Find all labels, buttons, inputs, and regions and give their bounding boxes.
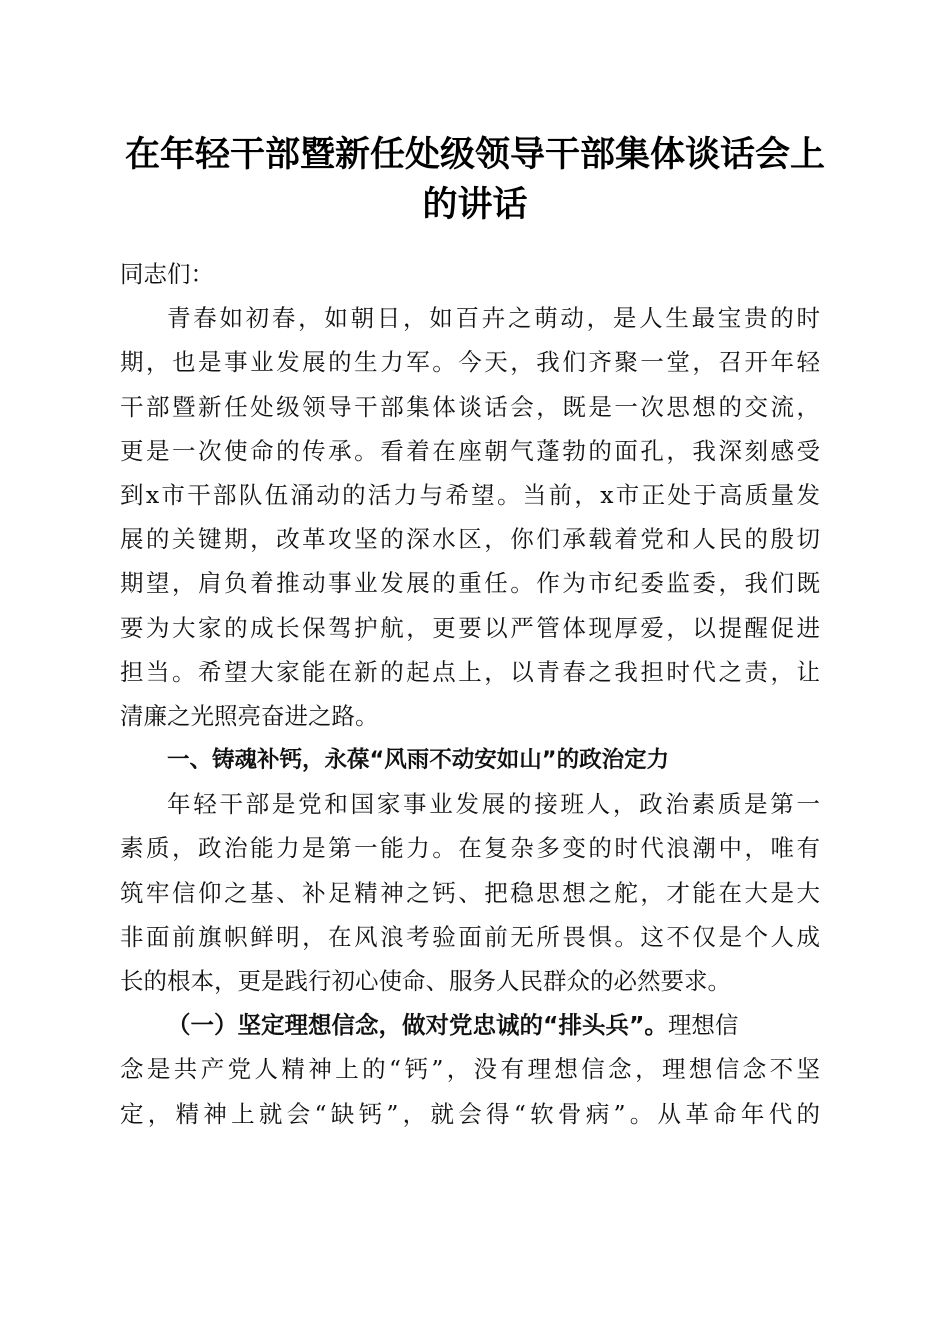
subsection-first-line bbox=[120, 1003, 820, 1047]
paragraph-line: 清廉之光照亮奋进之路。 bbox=[120, 701, 379, 730]
paragraph-line: 干部暨新任处级领导干部集体谈话会，既是一次思想的交流， bbox=[120, 392, 820, 421]
paragraph-line: 担当。希望大家能在新的起点上，以青春之我担时代之责，让 bbox=[120, 657, 820, 686]
paragraph-line: 更是一次使命的传承。看着在座朝气蓬勃的面孔，我深刻感受 bbox=[120, 436, 820, 465]
subsection-heading-1: （一）坚定理想信念，做对党忠诚的“排头兵”。 bbox=[167, 1011, 668, 1040]
paragraph-line: 素质，政治能力是第一能力。在复杂多变的时代浪潮中，唯有 bbox=[120, 834, 820, 863]
subsection-text: 理想信 bbox=[667, 1011, 739, 1040]
paragraph-line: 期望，肩负着推动事业发展的重任。作为市纪委监委，我们既 bbox=[120, 569, 820, 598]
paragraph-line: 筑牢信仰之基、补足精神之钙、把稳思想之舵，才能在大是大 bbox=[120, 878, 820, 907]
section-heading-1: 一、铸魂补钙，永葆“风雨不动安如山”的政治定力 bbox=[167, 747, 670, 774]
paragraph-line: 念是共产党人精神上的“钙”，没有理想信念，理想信念不坚 bbox=[120, 1055, 820, 1084]
paragraph-intro bbox=[120, 296, 820, 738]
paragraph-line: 定，精神上就会“缺钙”，就会得“软骨病”。从革命年代的 bbox=[120, 1099, 820, 1128]
paragraph-line: 青春如初春，如朝日，如百卉之萌动，是人生最宝贵的时 bbox=[167, 304, 820, 333]
paragraph-line: 非面前旗帜鲜明，在风浪考验面前无所畏惧。这不仅是个人成 bbox=[120, 922, 820, 951]
paragraph-line: 展的关键期，改革攻坚的深水区，你们承载着党和人民的殷切 bbox=[120, 525, 820, 554]
title-line-1: 在年轻干部暨新任处级领导干部集体谈话会上 bbox=[124, 134, 825, 175]
paragraph-line: 长的根本，更是践行初心使命、服务人民群众的必然要求。 bbox=[120, 967, 731, 995]
document-title bbox=[110, 130, 840, 230]
salutation: 同志们： bbox=[120, 260, 214, 288]
paragraph-line: 到x市干部队伍涌动的活力与希望。当前，x市正处于高质量发 bbox=[120, 480, 820, 509]
document-body bbox=[120, 252, 820, 1136]
paragraph-line: 期，也是事业发展的生力军。今天，我们齐聚一堂，召开年轻 bbox=[120, 348, 820, 377]
paragraph-line: 要为大家的成长保驾护航，更要以严管体现厚爱，以提醒促进 bbox=[120, 613, 820, 642]
paragraph-section-1 bbox=[120, 782, 820, 1003]
paragraph-line: 年轻干部是党和国家事业发展的接班人，政治素质是第一 bbox=[167, 790, 820, 819]
title-line-2: 的讲话 bbox=[422, 184, 528, 225]
paragraph-subsection-1 bbox=[120, 1003, 820, 1136]
